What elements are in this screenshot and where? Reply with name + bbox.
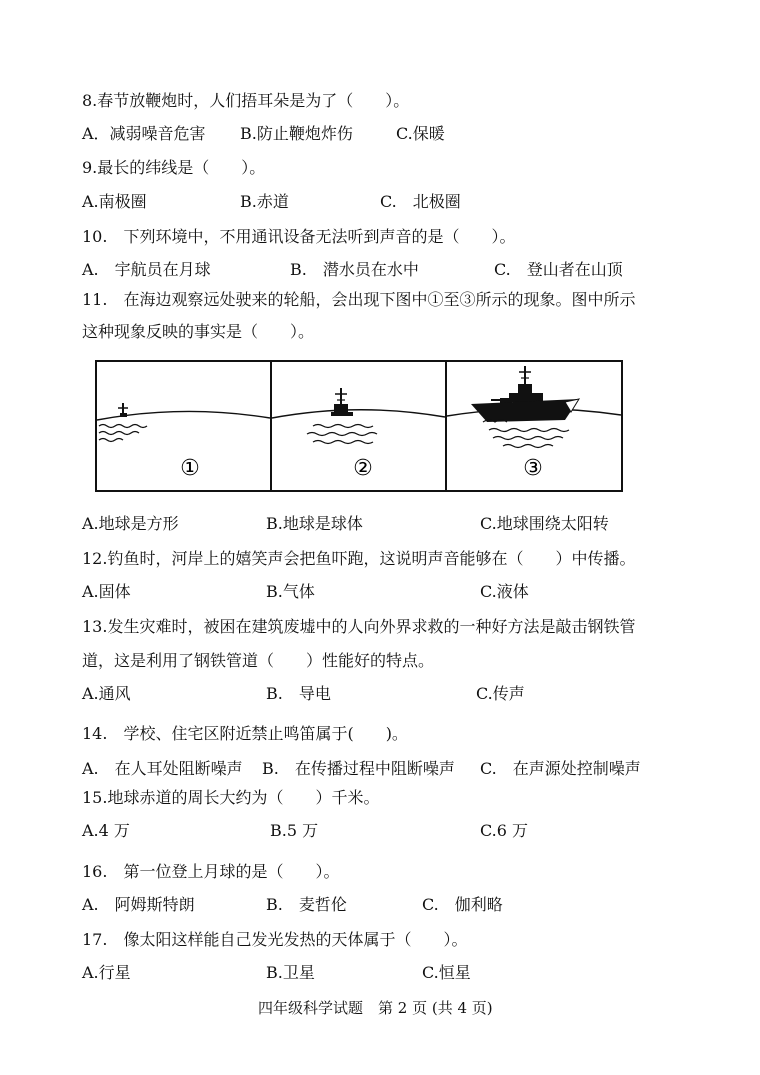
question-9-option-a: A.南极圈 bbox=[82, 192, 147, 211]
question-15-option-b: B.5 万 bbox=[270, 821, 319, 840]
panel-2 bbox=[272, 388, 445, 444]
figure-label-3: ③ bbox=[523, 456, 543, 481]
question-11-option-b: B.地球是球体 bbox=[266, 514, 363, 533]
question-16-option-a: A. 阿姆斯特朗 bbox=[82, 895, 195, 914]
panel-3 bbox=[447, 366, 621, 448]
page-footer: 四年级科学试题 第 2 页 (共 4 页) bbox=[258, 999, 493, 1017]
question-13-stem-line-1: 13.发生灾难时，被困在建筑废墟中的人向外界求救的一种好方法是敲击钢铁管 bbox=[82, 617, 636, 636]
question-16-stem: 16. 第一位登上月球的是（ ）。 bbox=[82, 862, 340, 881]
ship-superstructure-icon bbox=[331, 388, 353, 416]
question-14-option-a: A. 在人耳处阻断噪声 bbox=[82, 759, 243, 778]
question-10-stem: 10. 下列环境中，不用通讯设备无法听到声音的是（ ）。 bbox=[82, 227, 516, 246]
wave-line bbox=[99, 425, 147, 428]
question-13-option-a: A.通风 bbox=[82, 684, 131, 703]
question-13-option-c: C.传声 bbox=[476, 684, 525, 703]
warship-icon bbox=[471, 366, 579, 422]
question-10-option-a: A. 宇航员在月球 bbox=[82, 260, 211, 279]
question-16-option-c: C. 伽利略 bbox=[422, 895, 503, 914]
question-17-option-a: A.行星 bbox=[82, 963, 131, 982]
question-10-option-c: C. 登山者在山顶 bbox=[494, 260, 623, 279]
wave-line bbox=[99, 432, 139, 435]
wave-line bbox=[313, 441, 373, 444]
question-10-option-b: B. 潜水员在水中 bbox=[290, 260, 419, 279]
question-15-option-a: A.4 万 bbox=[82, 821, 130, 840]
wave-line bbox=[489, 429, 569, 432]
figure-label-1: ① bbox=[180, 456, 200, 481]
wave-line bbox=[493, 437, 563, 440]
question-17-option-b: B.卫星 bbox=[266, 963, 315, 982]
question-12-option-b: B.气体 bbox=[266, 582, 315, 601]
question-11-stem-line-2: 这种现象反映的事实是（ ）。 bbox=[82, 322, 315, 341]
question-8-stem: 8.春节放鞭炮时，人们捂耳朵是为了（ ）。 bbox=[82, 91, 410, 110]
wave-line bbox=[99, 439, 123, 442]
ship-horizon-figure bbox=[95, 360, 623, 492]
question-15-stem: 15.地球赤道的周长大约为（ ）千米。 bbox=[82, 788, 380, 807]
question-11-stem-line-1: 11. 在海边观察远处驶来的轮船，会出现下图中①至③所示的现象。图中所示 bbox=[82, 290, 636, 309]
wave-line bbox=[313, 425, 373, 428]
question-17-stem: 17. 像太阳这样能自己发光发热的天体属于（ ）。 bbox=[82, 930, 468, 949]
question-11-option-a: A.地球是方形 bbox=[82, 514, 179, 533]
question-15-option-c: C.6 万 bbox=[480, 821, 529, 840]
question-8-option-c: C.保暖 bbox=[396, 124, 445, 143]
question-9-stem: 9.最长的纬线是（ ）。 bbox=[82, 158, 266, 177]
question-13-option-b: B. 导电 bbox=[266, 684, 331, 703]
ship-mast-icon-small bbox=[118, 403, 128, 417]
wave-line bbox=[503, 445, 553, 448]
question-8-option-b: B.防止鞭炮炸伤 bbox=[240, 124, 353, 143]
question-14-stem: 14. 学校、住宅区附近禁止鸣笛属于( )。 bbox=[82, 724, 408, 743]
question-12-stem: 12.钓鱼时，河岸上的嬉笑声会把鱼吓跑，这说明声音能够在（ ）中传播。 bbox=[82, 549, 636, 568]
question-12-option-a: A.固体 bbox=[82, 582, 131, 601]
wave-line bbox=[307, 433, 377, 436]
question-16-option-b: B. 麦哲伦 bbox=[266, 895, 347, 914]
panel-1 bbox=[97, 403, 270, 442]
question-14-option-c: C. 在声源处控制噪声 bbox=[480, 759, 641, 778]
figure-label-2: ② bbox=[353, 456, 373, 481]
question-9-option-b: B.赤道 bbox=[240, 192, 289, 211]
question-17-option-c: C.恒星 bbox=[422, 963, 471, 982]
question-11-option-c: C.地球围绕太阳转 bbox=[480, 514, 609, 533]
question-12-option-c: C.液体 bbox=[480, 582, 529, 601]
question-9-option-c: C. 北极圈 bbox=[380, 192, 461, 211]
horizon-curve-2 bbox=[272, 410, 445, 418]
question-8-option-a: A．减弱噪音危害 bbox=[82, 124, 206, 143]
question-14-option-b: B. 在传播过程中阻断噪声 bbox=[262, 759, 455, 778]
question-13-stem-line-2: 道，这是利用了钢铁管道（ ）性能好的特点。 bbox=[82, 651, 435, 670]
